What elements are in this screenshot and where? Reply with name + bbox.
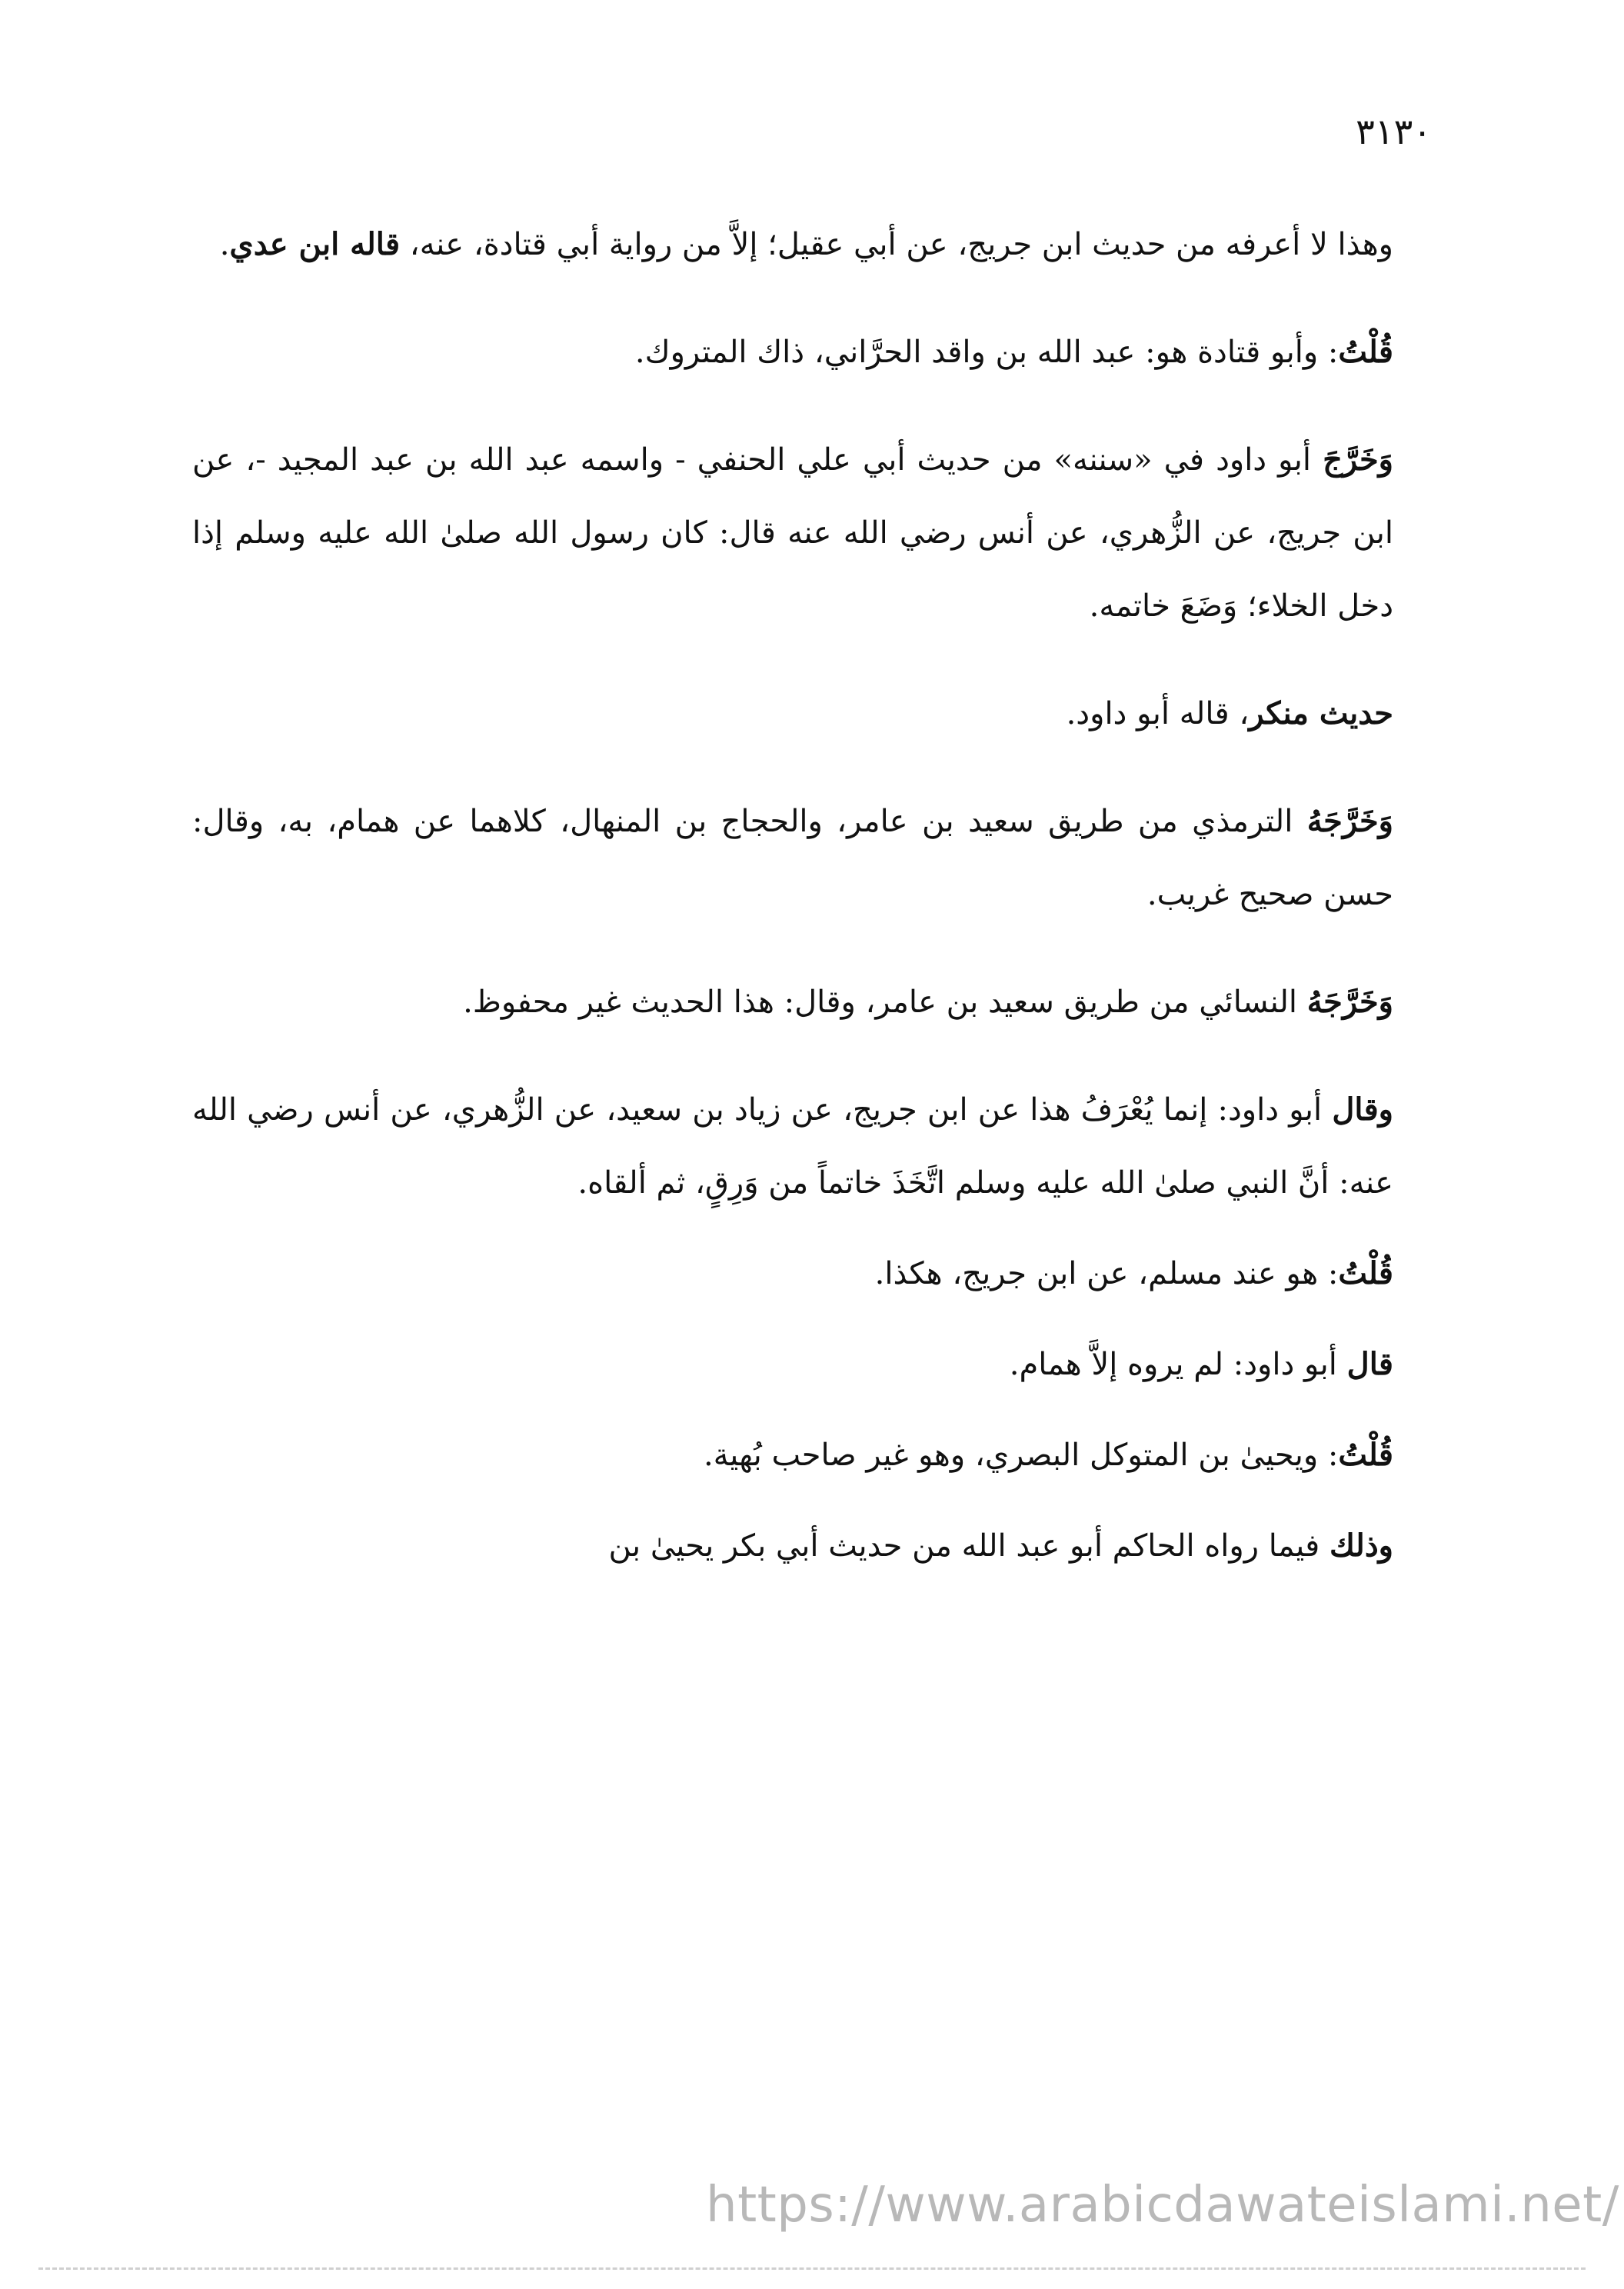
- page-body: [192, 208, 1393, 1600]
- paragraph-bold-tail: قاله ابن عدي: [229, 226, 401, 262]
- page-number: ٣١٣٠: [1356, 111, 1432, 152]
- paragraph-lead: قُلْتُ: [1338, 334, 1393, 370]
- paragraph-text: أبو داود: إنما يُعْرَفُ هذا عن ابن جريج، عن زياد بن سعيد، عن الزُّهري، عن أنس رضي الله عنه: أنَّ النبي صلىٰ الله عليه وسلم اتَّخَذَ خاتماً من وَرِقٍ، ثم ألقاه.: [192, 1092, 1393, 1201]
- paragraph-text: أبو داود في «سننه» من حديث أبي علي الحنفي - واسمه عبد الله بن عبد المجيد -، عن ابن جريج، عن الزُّهري، عن أنس رضي الله عنه قال: كان رسول الله صلىٰ الله عليه وسلم إذا دخل الخلاء؛ وَضَعَ خاتمه.: [192, 442, 1393, 624]
- paragraph-text: : ويحيىٰ بن المتوكل البصري، وهو غير صاحب بُهية.: [703, 1438, 1339, 1473]
- paragraph-yahya: [192, 1418, 1393, 1492]
- paragraph-text: : هو عند مسلم، عن ابن جريج، هكذا.: [874, 1256, 1339, 1291]
- paragraph-lead: حديث منكر: [1249, 695, 1393, 731]
- paragraph-hammam: [192, 1328, 1393, 1401]
- paragraph-abu-dawud-narration: [192, 423, 1393, 643]
- paragraph-text: فيما رواه الحاكم أبو عبد الله من حديث أبي بكر يحيىٰ بن: [608, 1528, 1329, 1564]
- paragraph-lead: قال: [1346, 1346, 1393, 1382]
- paragraph-text: وهذا لا أعرفه من حديث ابن جريج، عن أبي عقيل؛ إلاَّ من رواية أبي قتادة، عنه،: [400, 227, 1393, 262]
- paragraph-end: .: [219, 227, 230, 262]
- paragraph-text: ، قاله أبو داود.: [1066, 696, 1250, 731]
- paragraph-abu-qatada: [192, 315, 1393, 389]
- paragraph-hadith-munkar: [192, 677, 1393, 751]
- paragraph-text: النسائي من طريق سعيد بن عامر، وقال: هذا الحديث غير محفوظ.: [463, 985, 1307, 1020]
- paragraph-lead: قُلْتُ: [1338, 1255, 1393, 1291]
- watermark-url: https://www.arabicdawateislami.net/: [706, 2177, 1619, 2234]
- paragraph-muslim: [192, 1237, 1393, 1311]
- paragraph-lead: وَخَرَّجَهُ: [1306, 803, 1393, 839]
- paragraph-lead: قُلْتُ: [1338, 1437, 1393, 1473]
- paragraph-ibn-adi: [192, 208, 1393, 282]
- paragraph-text: الترمذي من طريق سعيد بن عامر، والحجاج بن المنهال، كلاهما عن همام، به، وقال: حسن صحيح غريب.: [192, 804, 1393, 912]
- paragraph-text: : وأبو قتادة هو: عبد الله بن واقد الحرَّاني، ذاك المتروك.: [634, 335, 1339, 370]
- paragraph-hakim: [192, 1509, 1393, 1583]
- paragraph-lead: وَخَرَّجَ: [1323, 441, 1393, 478]
- paragraph-lead: وذلك: [1329, 1528, 1393, 1564]
- paragraph-nasai: [192, 965, 1393, 1039]
- paragraph-text: أبو داود: لم يروه إلاَّ همام.: [1009, 1347, 1347, 1382]
- paragraph-abu-dawud-said: [192, 1073, 1393, 1220]
- paragraph-lead: وَخَرَّجَهُ: [1306, 984, 1393, 1020]
- paragraph-tirmidhi: [192, 785, 1393, 931]
- paragraph-lead: وقال: [1332, 1091, 1393, 1128]
- bottom-scan-rule: [38, 2267, 1586, 2270]
